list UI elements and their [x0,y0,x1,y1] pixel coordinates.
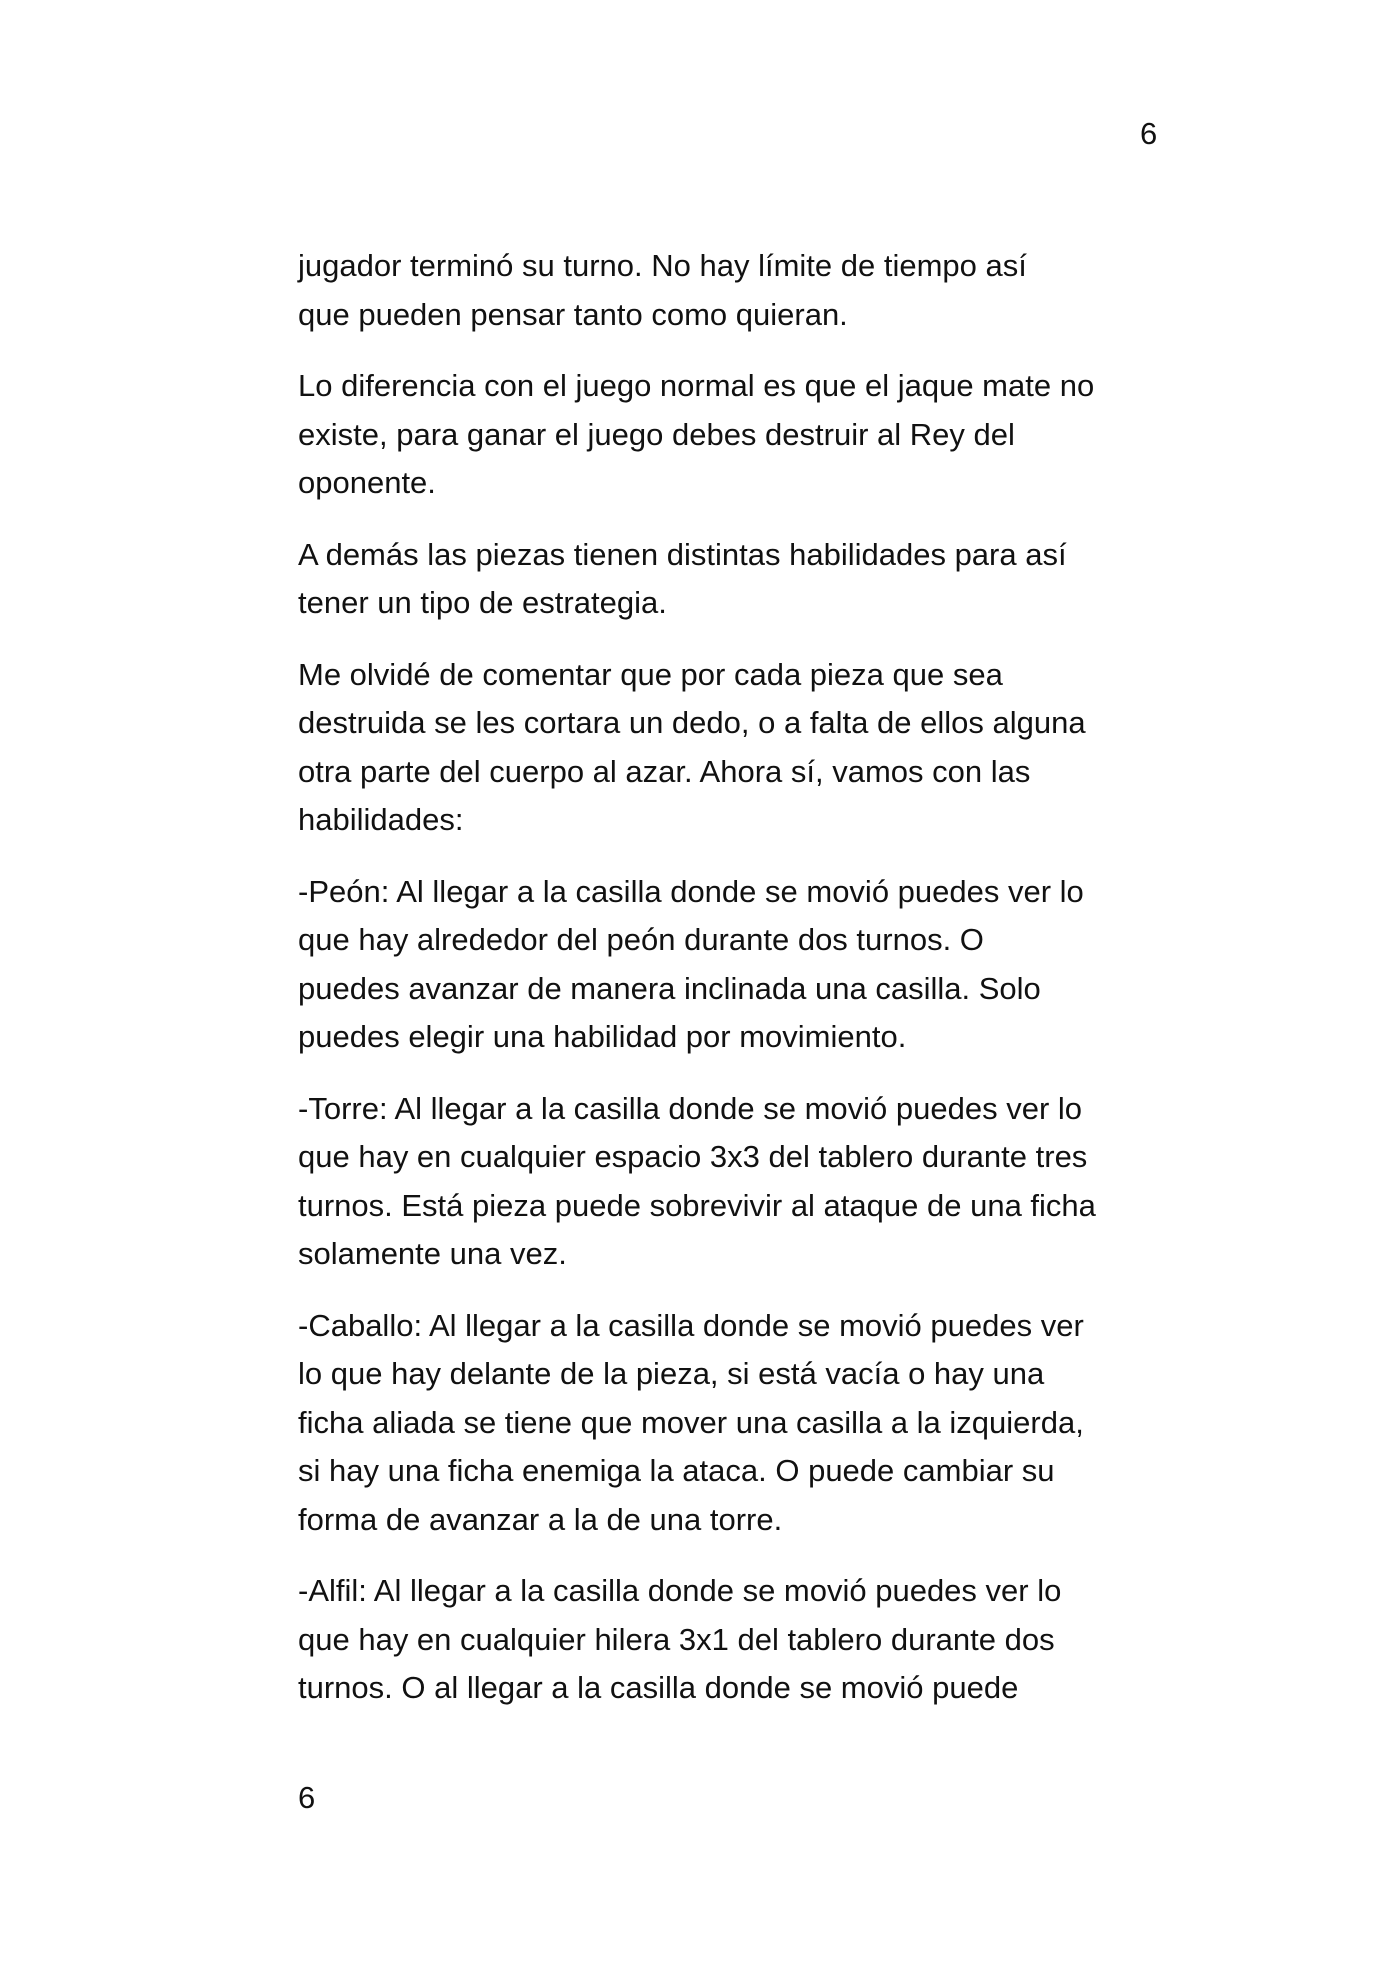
text-line: que pueden pensar tanto como quieran. [298,296,848,332]
text-line: jugador terminó su turno. No hay límite de tiempo así [298,248,1027,283]
page-number-top: 6 [1140,116,1158,151]
paragraph-torre [298,1085,1178,1279]
text-line: lo que hay delante de la pieza, si está vacía o hay una [298,1356,1045,1391]
text-line: turnos. Está pieza puede sobrevivir al ataque de una ficha [298,1187,1096,1223]
paragraph-caballo [298,1302,1178,1545]
text-line: otra parte del cuerpo al azar. Ahora sí, vamos con las [298,753,1031,789]
text-line: tener un tipo de estrategia. [298,585,667,620]
body-text [298,242,1178,1736]
paragraph-alfil [298,1567,1178,1713]
text-line: puedes elegir una habilidad por movimiento. [298,1019,907,1054]
text-line: que hay en cualquier hilera 3x1 del tablero durante dos [298,1621,1055,1657]
text-line: oponente. [298,465,436,500]
text-line: destruida se les cortara un dedo, o a falta de ellos alguna [298,705,1086,740]
paragraph-peon [298,868,1178,1062]
text-line: que hay alrededor del peón durante dos turnos. O [298,922,984,957]
page-number-bottom: 6 [298,1780,316,1815]
text-line: ficha aliada se tiene que mover una casilla a la izquierda, [298,1404,1084,1440]
text-line: habilidades: [298,802,464,837]
text-line: A demás las piezas tienen distintas habilidades para así [298,536,1067,572]
text-line: -Caballo: Al llegar a la casilla donde se movió puedes ver [298,1307,1084,1343]
text-line: si hay una ficha enemiga la ataca. O puede cambiar su [298,1453,1055,1488]
paragraph [298,531,1178,628]
text-line: -Alfil: Al llegar a la casilla donde se movió puedes ver lo [298,1573,1062,1608]
paragraph [298,362,1178,508]
text-line: -Peón: Al llegar a la casilla donde se movió puedes ver lo [298,873,1084,909]
paragraph [298,242,1178,339]
text-line: existe, para ganar el juego debes destruir al Rey del [298,416,1015,452]
text-line: solamente una vez. [298,1236,567,1271]
text-line: -Torre: Al llegar a la casilla donde se movió puedes ver lo [298,1090,1083,1126]
text-line: forma de avanzar a la de una torre. [298,1501,783,1537]
text-line: Me olvidé de comentar que por cada pieza que sea [298,656,1003,692]
text-line: turnos. O al llegar a la casilla donde se movió puede [298,1670,1019,1705]
text-line: Lo diferencia con el juego normal es que el jaque mate no [298,368,1095,403]
text-line: puedes avanzar de manera inclinada una casilla. Solo [298,970,1041,1006]
paragraph [298,651,1178,845]
text-line: que hay en cualquier espacio 3x3 del tablero durante tres [298,1139,1088,1174]
